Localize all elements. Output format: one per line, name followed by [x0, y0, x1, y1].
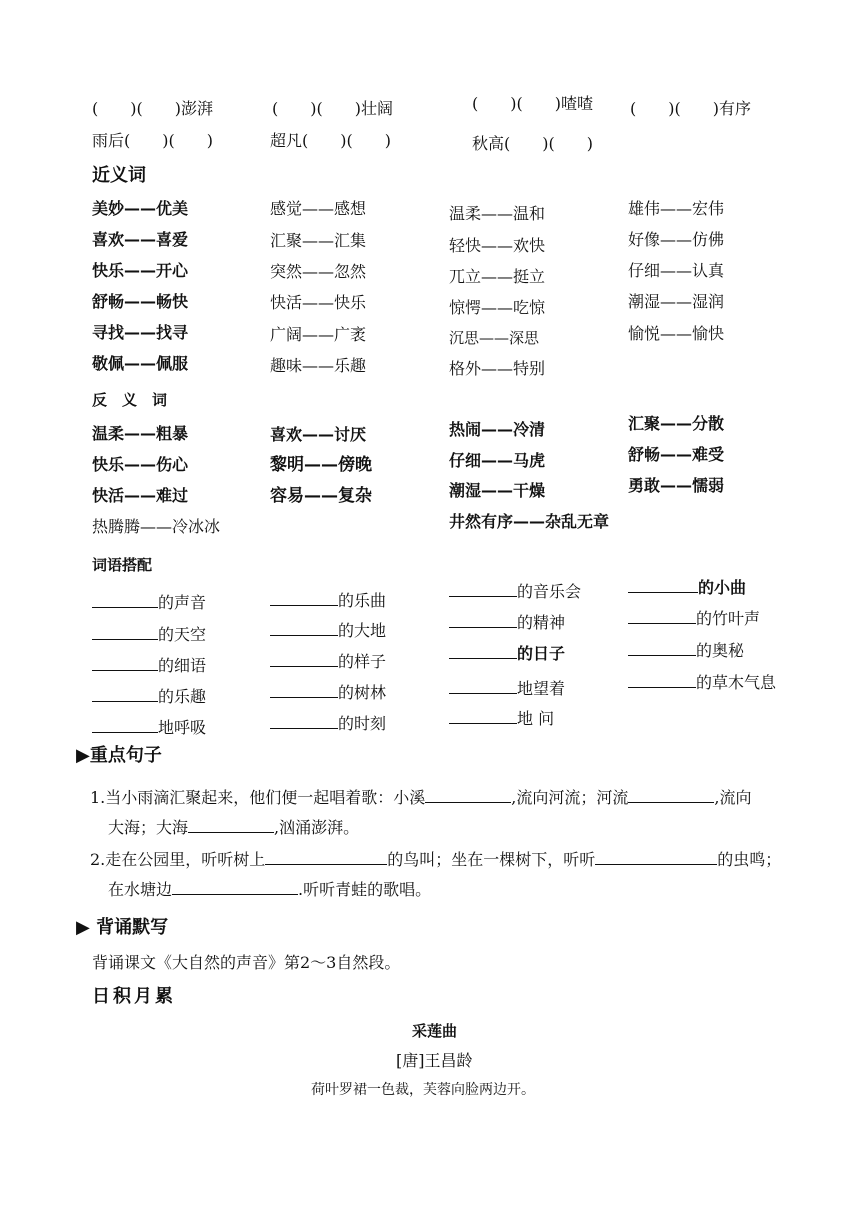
synonym-item: 沉思——深思 — [449, 329, 540, 347]
collocation-heading: 词语搭配 — [92, 556, 153, 574]
blank-line[interactable] — [92, 593, 158, 608]
collocation-item: 的声音 — [92, 593, 206, 611]
synonym-item: 美妙——优美 — [92, 199, 189, 218]
blank-line[interactable] — [595, 850, 717, 865]
blank-line[interactable] — [270, 714, 338, 729]
collocation-item: 的细语 — [92, 656, 206, 674]
antonym-item: 汇聚——分散 — [628, 414, 725, 433]
blank-line[interactable] — [628, 673, 696, 688]
collocation-item: 的奥秘 — [628, 641, 744, 659]
fill-in-r2c1: 雨后( )( ) — [92, 131, 213, 150]
collocation-item: 的大地 — [270, 621, 386, 639]
blank-line[interactable] — [449, 613, 517, 628]
collocation-item: 的精神 — [449, 613, 565, 631]
fill-in-r1c4: ( )( )有序 — [630, 99, 751, 118]
synonym-item: 快乐——开心 — [92, 261, 189, 280]
antonyms-heading: 反 义 词 — [92, 391, 168, 409]
antonym-item: 快乐——伤心 — [92, 455, 189, 474]
antonym-item: 喜欢——讨厌 — [270, 425, 367, 444]
synonym-item: 潮湿——湿润 — [628, 292, 725, 311]
blank-line[interactable] — [628, 788, 714, 803]
synonym-item: 汇聚——汇集 — [270, 231, 367, 250]
poem-line: 荷叶罗裙一色裁，芙蓉向脸两边开。 — [311, 1082, 535, 1098]
synonym-item: 惊愕——吃惊 — [449, 298, 546, 317]
blank-line[interactable] — [449, 582, 517, 597]
synonym-item: 敬佩——佩服 — [92, 354, 189, 373]
collocation-item: 的音乐会 — [449, 582, 581, 600]
synonym-item: 格外——特别 — [449, 359, 546, 378]
synonym-item: 雄伟——宏伟 — [628, 199, 725, 218]
antonym-item: 仔细——马虎 — [449, 451, 546, 470]
synonym-item: 仔细——认真 — [628, 261, 725, 280]
antonym-item: 热腾腾——冷冰冰 — [92, 517, 221, 536]
collocation-item: 的天空 — [92, 625, 206, 643]
synonym-item: 愉悦——愉快 — [628, 324, 725, 343]
antonym-item: 热闹——冷清 — [449, 420, 546, 439]
antonym-item: 勇敢——懦弱 — [628, 476, 725, 495]
blank-line[interactable] — [172, 880, 298, 895]
blank-line[interactable] — [628, 641, 696, 656]
sentence-2-line-2: 在水塘边 .听听青蛙的歌唱。 — [108, 880, 432, 899]
blank-line[interactable] — [188, 818, 274, 833]
synonym-item: 趣味——乐趣 — [270, 356, 367, 375]
sentence-2-line-1: 2.走在公园里，听听树上 的鸟叫；坐在一棵树下，听听 的虫鸣； — [90, 850, 782, 869]
collocation-item: 的时刻 — [270, 714, 386, 732]
fill-in-r2c3: 秋高( )( ) — [472, 134, 593, 153]
blank-line[interactable] — [270, 591, 338, 606]
synonym-item: 兀立——挺立 — [449, 267, 546, 286]
fill-in-r1c3: ( )( )喳喳 — [472, 94, 593, 113]
antonym-item: 温柔——粗暴 — [92, 424, 189, 443]
fill-in-r1c1: ( )( )澎湃 — [92, 99, 213, 118]
blank-line[interactable] — [449, 644, 517, 659]
key-sentences-heading: ▶重点句子 — [76, 745, 162, 766]
blank-line[interactable] — [92, 625, 158, 640]
recite-text: 背诵课文《大自然的声音》第2～3自然段。 — [92, 953, 401, 972]
collocation-item: 的竹叶声 — [628, 609, 760, 627]
recite-heading: ▶ 背诵默写 — [76, 917, 169, 938]
blank-line[interactable] — [270, 652, 338, 667]
collocation-item: 地望着 — [449, 679, 565, 697]
collocation-item: 的乐曲 — [270, 591, 386, 609]
synonym-item: 轻快——欢快 — [449, 236, 546, 255]
collocation-item: 的乐趣 — [92, 687, 206, 705]
antonym-item: 黎明——傍晚 — [270, 455, 372, 475]
antonym-item: 快活——难过 — [92, 486, 189, 505]
antonym-item: 舒畅——难受 — [628, 445, 725, 464]
synonym-item: 快活——快乐 — [270, 293, 367, 312]
synonym-item: 广阔——广袤 — [270, 325, 367, 344]
blank-line[interactable] — [92, 687, 158, 702]
collocation-item: 地 问 — [449, 709, 554, 727]
antonym-item: 潮湿——干燥 — [449, 481, 546, 500]
poem-author: [唐]王昌龄 — [396, 1051, 473, 1070]
fill-in-r1c2: ( )( )壮阔 — [272, 99, 393, 118]
blank-line[interactable] — [92, 656, 158, 671]
daily-heading: 日积月累 — [92, 986, 176, 1007]
synonym-item: 感觉——感想 — [270, 199, 367, 218]
synonym-item: 寻找——找寻 — [92, 323, 189, 342]
sentence-1-line-1: 1.当小雨滴汇聚起来，他们便一起唱着歌：小溪 ,流向河流；河流 ,流向 — [90, 788, 752, 807]
collocation-item: 地呼吸 — [92, 718, 206, 736]
blank-line[interactable] — [265, 850, 387, 865]
blank-line[interactable] — [270, 621, 338, 636]
synonym-item: 好像——仿佛 — [628, 230, 725, 249]
synonym-item: 突然——忽然 — [270, 262, 367, 281]
blank-line[interactable] — [628, 609, 696, 624]
synonym-item: 喜欢——喜爱 — [92, 230, 189, 249]
collocation-item: 的草木气息 — [628, 673, 776, 691]
blank-line[interactable] — [425, 788, 511, 803]
collocation-item: 的样子 — [270, 652, 386, 670]
sentence-1-line-2: 大海；大海 ,汹涌澎湃。 — [108, 818, 360, 837]
synonym-item: 舒畅——畅快 — [92, 292, 189, 311]
fill-in-r2c2: 超凡( )( ) — [270, 131, 391, 150]
synonym-item: 温柔——温和 — [449, 204, 546, 223]
collocation-item: 的树林 — [270, 683, 386, 701]
antonym-item: 容易——复杂 — [270, 486, 372, 506]
collocation-item: 的日子 — [449, 644, 565, 662]
blank-line[interactable] — [449, 709, 517, 724]
synonyms-heading: 近义词 — [92, 165, 146, 186]
poem-title: 采莲曲 — [412, 1022, 458, 1040]
blank-line[interactable] — [270, 683, 338, 698]
antonym-item: 井然有序——杂乱无章 — [449, 512, 610, 531]
blank-line[interactable] — [449, 679, 517, 694]
collocation-item: 的小曲 — [628, 578, 746, 596]
blank-line[interactable] — [92, 718, 158, 733]
blank-line[interactable] — [628, 578, 698, 593]
